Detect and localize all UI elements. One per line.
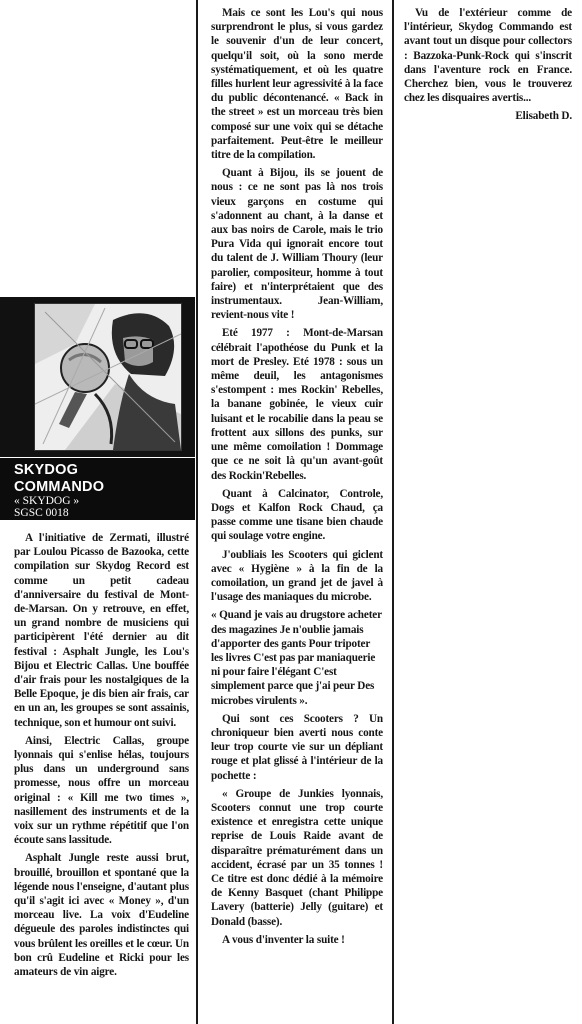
album-title-banner	[0, 458, 195, 520]
article-column-1	[14, 531, 189, 983]
album-subtitle: « SKYDOG »	[14, 495, 80, 507]
paragraph: J'oubliais les Scooters qui giclent avec « Hygiène » à la fin de la comoilation, un grand jet de javel à l'usage des maniaques du microbe.	[211, 548, 383, 604]
album-catalog-number: SGSC 0018	[14, 507, 69, 519]
author-signature: Elisabeth D.	[515, 110, 572, 123]
paragraph: Qui sont ces Scooters ? Un chroniqueur bien averti nous conte leur trop courte vie sur un dépliant rouge et plat glissé à l'intérieur de la pochette :	[211, 712, 383, 782]
column-rule-right	[392, 0, 394, 1024]
album-label-info	[14, 495, 79, 519]
article-column-2	[211, 6, 383, 951]
album-cover-artwork	[34, 303, 182, 451]
album-cover-illustration	[0, 297, 195, 457]
paragraph: A vous d'inventer la suite !	[222, 933, 345, 946]
lyrics-quote: « Quand je vais au drugstore acheter des magazines Je n'oublie jamais d'apporter des gants Pour tripoter les livres C'est pas par maniaquerie ni pour faire l'élégant C'est simplement parce que j'ai peur Des microbes virulents ».	[211, 609, 382, 707]
paragraph: Vu de l'extérieur comme de l'intérieur, Skydog Commando est avant tout un disque pour collectors : Bazzoka-Punk-Rock qui s'inscrit dans l'aventure rock en France. Cherchez bien, vous le trouverez chez les disquaires avertis...	[404, 7, 572, 105]
paragraph: Quant à Bijou, ils se jouent de nous : ce ne sont pas là nos trois vieux garçons en costume qui s'adonnent au chant, à la danse et aux bas noirs de Carole, mais le trio Pura Vida qui ignorait encore tout du talent de J. William Thoury (leur parolier, compositeur, homme à tout faire) et n'interprétaient que des instrumentaux. Jean-William, revient-nous vite !	[211, 167, 383, 322]
paragraph: Quant à Calcinator, Controle, Dogs et Kalfon Rock Chaud, ça passe comme une tisane bien chaude qui soulage votre engine.	[211, 487, 383, 543]
paragraph: « Groupe de Junkies lyonnais, Scooters connut une trop courte existence et enregistra cette unique reprise de Louis Raide avant de disparaître prématurément dans un accident, écrasé par un 35 tonnes ! Ce titre est donc dédié à la mémoire de Kenny Basquet (chant Philippe Lavery (batterie) Jelly (guitare) et Donald (basse).	[211, 787, 383, 928]
paragraph: Ainsi, Electric Callas, groupe lyonnais qui s'enlise hélas, toujours plus dans un underground sans promesse, nous offre un morceau original : « Kill me two times », nasillement des instruments et de la voix sur un rythme répétitif que l'on écoute sans lassitude.	[14, 734, 189, 847]
paragraph: A l'initiative de Zermati, illustré par Loulou Picasso de Bazooka, cette compilation sur Skydog Record est comme un petit cadeau d'anniversaire du festival de Mont-de-Marsan. On y retrouve, en effet, un grand nombre de musiciens qui participèrent l'été dernier au dit festival : Asphalt Jungle, les Lou's Bijou et Electric Callas. Une bouffée d'air frais pour les nostalgiques de la Belle Epoque, je dis bien air frais, car en un an, les groupes se sont assainis, technique, son et humour ont suivi.	[14, 532, 189, 729]
paragraph: Asphalt Jungle reste aussi brut, brouillé, brouillon et spontané que la légende nous l'enseigne, d'autant plus qu'il s'agit ici avec « Money », d'un morceau live. La voix d'Eudeline dégueule des paroles indistinctes qui vous brûlent les oreilles et le cœur. Un bon crû Eudeline et Ricki pour les amateurs de vin aigre.	[14, 852, 189, 979]
column-rule-left	[196, 0, 198, 1024]
album-artist-line1: SKYDOG	[14, 462, 79, 478]
paragraph: Eté 1977 : Mont-de-Marsan célébrait l'apothéose du Punk et la mort de Presley. Eté 1978 : sous un même deuil, les antagonismes s'estompent : mes Rockin' Rebelles, la banane gobinée, le vieux cuir luisant et le rocabilie dans la peau se frottent aux sillons des punks, sur une même comoilation ! Dommage que ce ne soit là qu'un avant-goût des Rockin'Rebelles.	[211, 327, 383, 482]
article-column-3	[404, 6, 572, 128]
album-artist-line2: COMMANDO	[14, 479, 105, 495]
cover-drawing	[35, 304, 181, 450]
paragraph: Mais ce sont les Lou's qui nous surprendront le plus, si vous gardez le souvenir d'un de leur concert, quelqu'il soit, où la sono merde systématiquement, et où les quatre filles hurlent leur agressivité à la face du public décontenancé. « Back in the street » est un morceau très bien composé sur une voix qui se détache parfaitement. Peut-être le meilleur titre de la compilation.	[211, 7, 383, 162]
album-artist-title	[14, 462, 184, 496]
